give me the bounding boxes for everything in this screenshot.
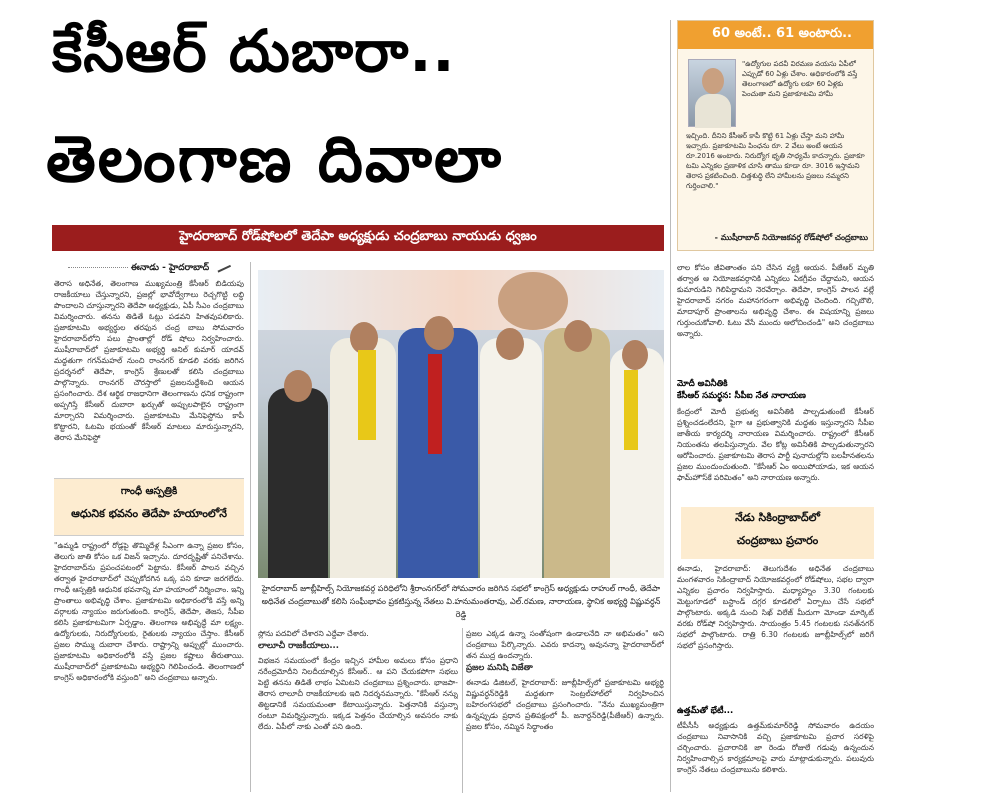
column-rule-3	[462, 628, 463, 793]
article-col1-bottom: "ఉమ్మడి రాష్ట్రంలో రోడ్లపై తొమ్మిదేళ్ల సీఎంగా ఉన్నా ప్రజల కోసం, తెలుగు జాతి కోసం ఒక విజన్ ఇచ్చాను. దూరదృష్టితో పనిచేశాను. హైదరాబాద్‌ను ప్రపంచపటంలో పెట్టాను. కేసీఆర్ పాలన వచ్చిన తర్వాత హైదరాబాద్‌లో చెప్పుకోదగిన ఒక్క పని కూడా జరగలేదు. గాంధీ ఆస్పత్రికి ఆధునిక భవనాన్ని మా హయాంలో నిర్మించాం. ఇన్ని ప్రాంతాలు అభివృద్ధి చేశాం. ప్రజాకూటమి అధికారంలోకి వస్తే అన్ని వర్గాలకు న్యాయం జరుగుతుంది. కాంగ్రెస్, తెదేపా, తెజస, సీపీఐ కలిసి ప్రజాకూటమిగా ఏర్పడ్డాం. తెలంగాణ అభివృద్ధే మా లక్ష్యం. ఉద్యోగులకు, నిరుద్యోగులకు, రైతులకు న్యాయం చేస్తాం. కేసీఆర్ ప్రజల సొమ్ము దుబారా చేశారు. రాష్ట్రాన్ని అప్పుల్లో ముంచారు. ప్రజాకూటమి అధికారంలోకి వస్తే ప్రజల కష్టాలు తీరుతాయి. ముషీరాబాద్‌లో ప్రజాకూటమి అభ్యర్థిని గెలిపించండి. తెలంగాణలో కాంగ్రెస్ అధికారంలోకి వస్తుంది" అని చంద్రబాబు అన్నారు.	[54, 541, 244, 682]
article-col2	[258, 628, 458, 793]
red-scarf	[428, 354, 442, 454]
article-col4-top: లాల కోసం జీవితాంతం పని చేసిన వ్యక్తి ఆయన. పీజేఆర్ మృతి తర్వాత ఆ నియోజకవర్గానికి ఎన్నికలు ఏకగ్రీవం చేద్దామని, ఆయన కుమారుడిని గెలిపిద్దామని నెరవేర్చాం. తెదేపా, కాంగ్రెస్ పాలన వల్లే హైదరాబాద్ నగరం మహానగరంగా అభివృద్ధి చెందింది. గచ్చిబౌలి, మాదాపూర్ ప్రాంతాలను అభివృద్ధి చేశాం. ఈ విషయాన్ని ప్రజలు గుర్తుంచుకోవాలి. ఓటు వేసే ముందు ఆలోచించండి" అని చంద్రబాబు అన్నారు.	[677, 263, 874, 338]
col3-body: ఈనాడు డిజిటల్, హైదరాబాద్: జూబ్లీహిల్స్‌లో ప్రజాకూటమి అభ్యర్థి విష్ణువర్ధన్‌రెడ్డికి మద్దతుగా సెంట్రల్‌హాల్‌లో నిర్వహించిన బహిరంగసభలో చంద్రబాబు ప్రసంగించారు. "నేను ముఖ్యమంత్రిగా ఉన్నప్పుడు ప్రధాన ప్రతిపక్షంలో పీ. జనార్దన్‌రెడ్డి(పీజేఆర్) ఉన్నారు. ప్రజల కోసం, నమ్మిన సిద్ధాంతం	[466, 678, 664, 731]
subhead-box-line1: గాంధీ ఆస్పత్రికి	[120, 486, 178, 497]
subhead-box-secunderabad	[681, 507, 874, 559]
rally-photo	[258, 270, 664, 578]
stage-banner	[258, 270, 664, 330]
sidebox-text-2: ఇచ్చింది. దీనిని కేసీఆర్ కాపీ కొట్టి 61 ఏళ్లు చేస్తా మని హామీ ఇచ్చారు. ప్రజాకూటమి పింఛను రూ. 2 వేలు అంటే ఆయన రూ.2016 అంటారు. నిరుద్యోగ భృతి సాధ్యమే కాదన్నారు. ప్రజాకూ టమి ఎన్నికల ప్రణాళిక చూసి తాము కూడా రూ. 3016 ఇస్తామని తెరాస ప్రకటించింది. చిత్తశుద్ధి లేని హామీలను ప్రజలు నమ్మరని గుర్తించాలి."	[686, 132, 865, 190]
col2-body: విభజన సమయంలో కేంద్రం ఇచ్చిన హామీల అమలు కోసం ప్రధాని నరేంద్రమోదీని నిలదీయాల్సిన కేసీఆర్.. ఆ పని చేయకపోగా సభలు పెట్టి తనను తిడితే లాభం ఏమిటని చంద్రబాబు ప్రశ్నించారు. భాజపా-తెరాస లాలూచీ రాజకీయాలకు ఇది నిదర్శనమన్నారు. "కేసీఆర్ నన్ను తిట్టడానికే సమయమంతా కేటాయిస్తున్నారు. పెత్తనానికి వస్తున్నా రంటూ విమర్శిస్తున్నారు. ఇక్కడ పెత్తనం చేయాల్సిన అవసరం నాకు లేదు. ఏపీలో నాకు ఎంతో పని ఉంది.	[258, 656, 458, 731]
subhead-box-gandhi	[54, 478, 244, 536]
headline-line1: కేసీఆర్ దుబారా..	[52, 17, 456, 85]
person-5-head	[564, 320, 592, 352]
yellow-scarf-1	[358, 350, 376, 440]
yellow-scarf-2	[624, 370, 638, 450]
sidebox-caption: - ముషీరాబాద్ నియోజకవర్గ రోడ్‌షోలో చంద్రబాబు	[714, 233, 868, 242]
article-col3	[466, 628, 664, 793]
col2-intro: స్లోను పదవిలో చేశారని ఎద్దేవా చేశారు.	[258, 629, 369, 638]
article-col4-bottom: టీపీసీసీ అధ్యక్షుడు ఉత్తమ్‌కుమార్‌రెడ్డి సోమవారం ఉదయం చంద్రబాబు నివాసానికి వచ్చి ప్రజాకూటమి ప్రచార సరళిపై చర్చించారు. ప్రచారానికి జా రెండు రోజులే గడువు ఉన్నందున నిర్వహించాల్సిన కార్యక్రమాలపై వారు మాట్లాడుకున్నారు. పలువురు కాంగ్రెస్ నేతలు చంద్రబాబును కలిశారు.	[677, 721, 874, 774]
box2-line2: చంద్రబాబు ప్రచారం	[736, 534, 819, 547]
box2-line1: నేడు సికింద్రాబాద్‌లో	[735, 511, 820, 524]
sidebox-quote	[677, 20, 874, 251]
portrait-photo	[688, 59, 736, 127]
headline-line2: తెలంగాణ దివాలా	[46, 123, 503, 197]
person-3-head	[424, 316, 454, 350]
byline-rule-left	[68, 267, 128, 268]
person-1	[268, 388, 328, 578]
byline	[54, 262, 244, 275]
subhead-box-line2: ఆధునిక భవనం తెదేపా హయాంలోనే	[71, 507, 227, 520]
person-4-head	[496, 328, 524, 360]
sidebox-title: 60 అంటే.. 61 అంటారు..	[678, 21, 873, 49]
col4-subhead	[677, 379, 874, 403]
person-4	[480, 338, 542, 578]
col4-subhead-line2: కేసీఆర్ సమర్థన: సీపీఐ నేత నారాయణ	[677, 391, 806, 401]
column-rule-2	[670, 20, 671, 792]
sidebox-text-1: "ఉద్యోగుల పదవీ విరమణ వయసు ఏపీలో ఎప్పుడో 60 ఏళ్లు చేశాం. అధికారంలోకి వస్తే తెలంగాణలో ఉద్యోగు లకూ 60 ఏళ్లకు పెంచుతా మని ప్రజాకూటమి హామీ	[742, 60, 858, 98]
byline-source: ఈనాడు - హైదరాబాద్	[130, 263, 210, 273]
article-col1-top: తెరాస అధినేత, తెలంగాణ ముఖ్యమంత్రి కేసీఆర్ బిడియపు రాజకీయాలు చేస్తున్నారని, ప్రజల్లో భావోద్వేగాలు రెచ్చగొట్టి లబ్ధి పొందాలని చూస్తున్నారని తెదేపా అధ్యక్షుడు, ఏపీ సీఎం చంద్రబాబు విమర్శించారు. తనను తిడితే ఓట్లు పడవని హితవుపలికారు. ప్రజాకూటమి అభ్యర్థుల తరఫున చంద్ర బాబు సోమవారం హైదరాబాద్‌లోని పలు ప్రాంతాల్లో రోడ్ షోలు నిర్వహించారు. ముషీరాబాద్‌లో ప్రజాకూటమి అభ్యర్థి అనిల్ కుమార్ యాదవ్ మద్దతుగా గగన్‌మహల్ నుంచి రాంనగర్ కూడలి వరకు జరిగిన ప్రదర్శనలో తెదేపా, కాంగ్రెస్ శ్రేణులతో కలిసి చంద్రబాబు పాల్గొన్నారు. రాంనగర్ చౌరస్తాలో ప్రజలనుద్దేశించి ఆయన ప్రసంగించారు. దేశ ఆర్థిక రాజధానిగా తెలంగాణను ధనిక రాష్ట్రంగా అప్పగిస్తే కేసీఆర్ దుబారా ఖర్చుతో అప్పులపాలైన రాష్ట్రంగా మార్చారని విమర్శించారు. ప్రజాకూటమి మేనిఫెస్టోను కాపీ కొట్టారని, ఓటమి భయంతో కేసీఆర్ మాటలు మారుస్తున్నారని, తెరాస మేనిఫెస్టో	[54, 279, 244, 442]
article-col4-schedule: ఈనాడు, హైదరాబాద్: తెలుగుదేశం అధినేత చంద్రబాబు మంగళవారం సికింద్రాబాద్ నియోజకవర్గంలో రోడ్‌షోలు, సభల ద్వారా ఎన్నికల ప్రచారం నిర్వహిస్తారు. మధ్యాహ్నం 3.30 గంటలకు మెట్టుగూడలో బస్టాండ్ దగ్గర కూడలిలో ఏర్పాటు చేసే సభలో పాల్గొంటారు. అక్కడి నుంచి సిఖ్ విలేజ్ మీదుగా మోండా మార్కెట్ వరకు రోడ్‌షో నిర్వహిస్తారు. సాయంత్రం 5.45 గంటలకు సనత్‌నగర్ సభలో పాల్గొంటారు. రాత్రి 6.30 గంటలకు జూబ్లీహిల్స్‌లో జరిగే సభలో ప్రసంగిస్తారు.	[677, 564, 874, 650]
person-1-head	[284, 370, 312, 402]
person-5	[544, 328, 610, 578]
subheadline-text: హైదరాబాద్ రోడ్‌షోలలో తెదేపా అధ్యక్షుడు చంద్రబాబు నాయుడు ధ్వజం	[179, 229, 537, 244]
column-rule-1	[250, 262, 251, 792]
person-6-head	[622, 340, 648, 370]
col2-subhead: లాలూచీ రాజకీయాలు...	[258, 641, 340, 651]
col4-subhead-line1: మోదీ అవినీతికి	[677, 379, 728, 389]
banner-face	[498, 272, 568, 330]
col4-subhead-2: ఉత్తమ్‌తో భేటీ...	[677, 706, 734, 716]
subheadline-bar	[52, 225, 664, 251]
photo-caption: హైదరాబాద్ జూబ్లీహిల్స్ నియోజకవర్గ పరిధిలోని శ్రీరాంనగర్‌లో సోమవారం జరిగిన సభలో కాంగ్రెస్ అధ్యక్షుడు రాహుల్ గాంధీ, తెదేపా అధినేత చంద్రబాబుతో కలిసి సంఘీభావం ప్రకటిస్తున్న నేతలు వి.హనుమంతరావు, ఎల్.రమణ, నారాయణ, స్థానిక అభ్యర్థి విష్ణువర్ధన్ రెడ్డి	[261, 584, 661, 619]
pen-icon	[215, 259, 231, 272]
col3-intro: ప్రజల ఎక్కడ ఉన్నా సంతోషంగా ఉండాలనేది నా అభిమతం" అని చంద్రబాబు పేర్కొన్నారు. ఎవరు కాదన్నా అవునన్నా హైదరాబాద్‌లో తన ముద్ర ఉందన్నారు.	[466, 629, 664, 660]
article-col4-middle: కేంద్రంలో మోదీ ప్రభుత్వ అవినీతికి పాల్పడుతుంటే కేసీఆర్ ప్రశ్నించడంలేదని, పైగా ఆ ప్రభుత్వానికి మద్దతు ఇస్తున్నారని సీపీఐ జాతీయ కార్యదర్శి నారాయణ విమర్శించారు. రాష్ట్రంలో కేసీఆర్ నియంతను తలపిస్తున్నారు. వేల కోట్ల అవినీతికి పాల్పడుతున్నారని ఆరోపించారు. ప్రజాకూటమి తెరాస పార్టీ పునాదుల్లోని బలహీనతలను ప్రజల ముందుంచుతుంది. "కేసీఆర్ ఏం అయిపోయాడు, ఇక ఆయన ఫామ్‌హౌస్‌కే పరిమితం" అని నారాయణ అన్నారు.	[677, 407, 874, 482]
col3-subhead: ప్రజల మనిషి విజేతా	[466, 663, 533, 673]
